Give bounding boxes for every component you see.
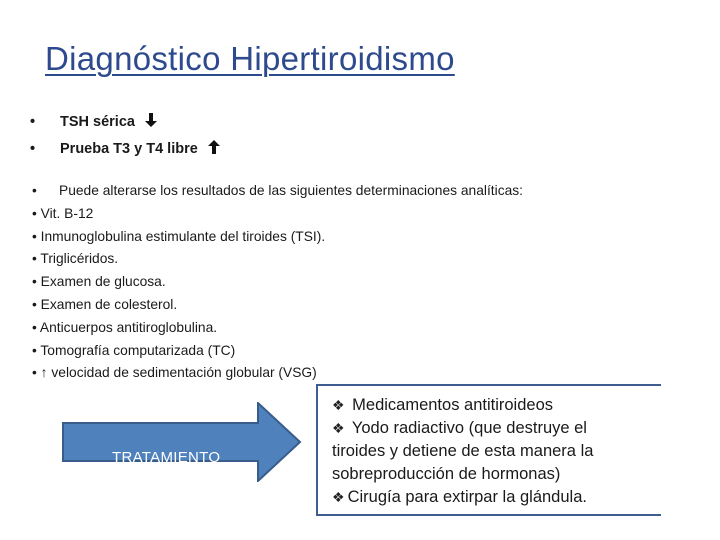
- bullet: •: [30, 113, 36, 130]
- treatment-text: Yodo radiactivo (que destruye el: [347, 419, 587, 437]
- treatment-item: [332, 417, 662, 440]
- treatment-item: [332, 486, 662, 509]
- list-item: • Vit. B-12: [32, 205, 94, 221]
- bullet: •: [30, 140, 36, 157]
- key-test-tsh: [30, 108, 220, 135]
- treatment-box: [316, 384, 661, 516]
- treatment-label: TRATAMIENTO: [112, 449, 221, 466]
- arrow-down-icon: [145, 113, 157, 131]
- key-test-t3t4: [30, 135, 220, 162]
- list-item: • Examen de glucosa.: [32, 274, 166, 290]
- alterations-list: [32, 180, 523, 385]
- diamond-bullet-icon: ❖: [332, 397, 345, 413]
- list-item: • Tomografía computarizada (TC): [32, 342, 236, 358]
- bullet: •: [32, 183, 37, 198]
- list-item: • Examen de colesterol.: [32, 296, 178, 312]
- diamond-bullet-icon: ❖: [332, 489, 345, 505]
- diamond-bullet-icon: ❖: [332, 420, 345, 436]
- list-item: • Inmunoglobulina estimulante del tiroides (TSI).: [32, 228, 326, 244]
- list-item: • ↑ velocidad de sedimentación globular (VSG): [32, 365, 317, 381]
- arrow-up-icon: [208, 140, 220, 158]
- treatment-arrow: [62, 402, 302, 487]
- treatment-text: Medicamentos antitiroideos: [347, 396, 553, 414]
- treatment-text: Cirugía para extirpar la glándula.: [347, 488, 587, 506]
- alterations-intro: [32, 180, 523, 203]
- list-item: • Triglicéridos.: [32, 251, 119, 267]
- list-item: • Anticuerpos antitiroglobulina.: [32, 319, 218, 335]
- key-test-label: TSH sérica: [60, 113, 135, 130]
- treatment-item: [332, 394, 662, 417]
- intro-text: Puede alterarse los resultados de las siguientes determinaciones analíticas:: [59, 183, 523, 198]
- key-test-label: Prueba T3 y T4 libre: [60, 140, 198, 157]
- treatment-options: [332, 394, 662, 509]
- page-title: Diagnóstico Hipertiroidismo: [45, 40, 455, 77]
- treatment-text-continued: sobreproducción de hormonas): [332, 465, 561, 483]
- treatment-text-continued: tiroides y detiene de esta manera la: [332, 442, 594, 460]
- key-tests-list: [30, 108, 220, 162]
